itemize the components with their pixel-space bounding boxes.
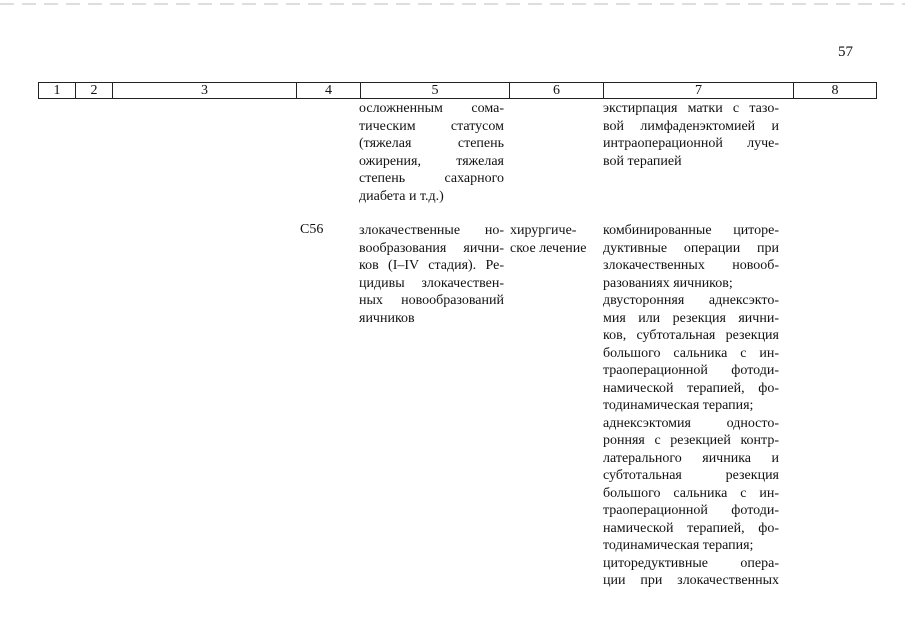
text-line: злокачественные но- bbox=[359, 223, 504, 238]
column-header-6: 6 bbox=[510, 83, 604, 99]
text-line: циторедуктивные опера- bbox=[603, 555, 779, 571]
c56-treatment-type bbox=[510, 222, 600, 257]
text-line: латерального яичника и bbox=[603, 450, 779, 466]
text-line: злокачественных новооб- bbox=[603, 258, 779, 273]
c56-indication bbox=[359, 222, 504, 327]
text-line: вой лимфаденэктомией и bbox=[603, 118, 779, 134]
text-line: дуктивные операции при bbox=[603, 240, 779, 256]
text-line: намической терапией, фо- bbox=[603, 520, 779, 536]
text-line: большого сальника с ин- bbox=[603, 345, 779, 361]
text-line: ков, субтотальная резекция bbox=[603, 328, 779, 343]
text-line: субтотальная резекция bbox=[603, 468, 779, 483]
text-line: осложненным сома- bbox=[359, 101, 504, 116]
text-line: большого сальника с ин- bbox=[603, 485, 779, 501]
text-line: ское лечение bbox=[510, 240, 587, 256]
text-line: ных новообразований bbox=[359, 293, 504, 308]
column-header-4: 4 bbox=[297, 83, 361, 99]
text-line: разованиях яичников; bbox=[603, 275, 733, 291]
text-line: тодинамическая терапия; bbox=[603, 538, 754, 553]
text-line: намической терапией, фо- bbox=[603, 380, 779, 396]
text-line: интраоперационной луче- bbox=[603, 136, 779, 151]
text-line: ции при злокачественных bbox=[603, 573, 779, 588]
text-line: цидивы злокачествен- bbox=[359, 275, 504, 291]
prev-row-method bbox=[603, 100, 779, 170]
text-line: тодинамическая терапия; bbox=[603, 398, 754, 413]
column-header-3: 3 bbox=[113, 83, 297, 99]
text-line: диабета и т.д.) bbox=[359, 188, 444, 204]
c56-method bbox=[603, 222, 779, 590]
text-line: хирургиче- bbox=[510, 223, 577, 238]
text-line: ков (I–IV стадия). Ре- bbox=[359, 258, 504, 273]
text-line: экстирпация матки с тазо- bbox=[603, 101, 779, 116]
text-line: вой терапией bbox=[603, 153, 682, 169]
text-line: вообразования яични- bbox=[359, 240, 504, 256]
text-line: аднексэктомия односто- bbox=[603, 415, 779, 431]
column-header-7: 7 bbox=[604, 83, 794, 99]
text-line: комбинированные циторе- bbox=[603, 223, 779, 238]
text-line: (тяжелая степень bbox=[359, 136, 504, 151]
prev-row-indication bbox=[359, 100, 504, 205]
column-header-2: 2 bbox=[76, 83, 113, 99]
icd-code: C56 bbox=[300, 222, 324, 237]
text-line: траоперационной фотоди- bbox=[603, 503, 779, 518]
page-number: 57 bbox=[838, 44, 853, 60]
column-header-5: 5 bbox=[361, 83, 510, 99]
text-line: ронняя с резекцией контр- bbox=[603, 433, 779, 448]
column-number-header bbox=[38, 82, 877, 99]
text-line: яичников bbox=[359, 310, 415, 326]
column-header-8: 8 bbox=[794, 83, 877, 99]
text-line: двусторонняя аднексэкто- bbox=[603, 293, 779, 308]
text-line: степень сахарного bbox=[359, 171, 504, 186]
text-line: тическим статусом bbox=[359, 118, 504, 134]
scan-artifact bbox=[0, 3, 905, 5]
text-line: мия или резекция яични- bbox=[603, 310, 779, 326]
column-header-1: 1 bbox=[39, 83, 76, 99]
text-line: траоперационной фотоди- bbox=[603, 363, 779, 378]
text-line: ожирения, тяжелая bbox=[359, 153, 504, 169]
